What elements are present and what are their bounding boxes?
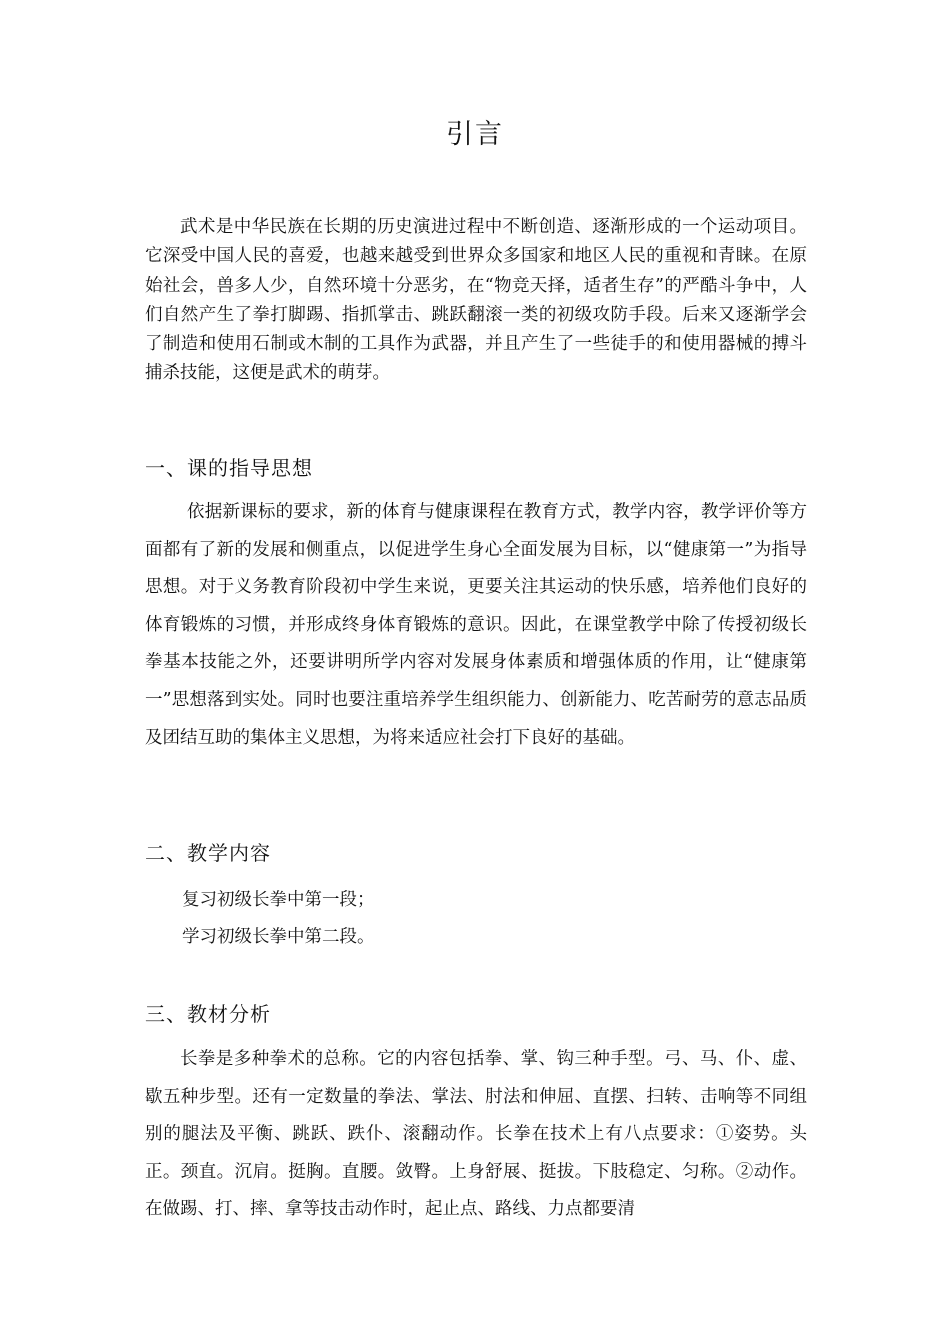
intro-text: 武术是中华民族在长期的历史演进过程中不断创造、逐渐形成的一个运动项目。它深受中国人民的喜爱，也越来越受到世界众多国家和地区人民的重视和青睐。在原始社会，兽多人少，自然环境十分恶劣，在“物竞天择，适者生存”的严酷斗争中，人们自然产生了拳打脚踢、指抓掌击、跳跃翻滚一类的初级攻防手段。后来又逐渐学会了制造和使用石制或木制的工具作为武器，并且产生了一些徒手的和使用器械的搏斗捕杀技能，这便是武术的萌芽。 — [145, 217, 807, 384]
section-heading-teaching-content: 二、教学内容 — [145, 841, 271, 865]
material-analysis-paragraph — [145, 1041, 807, 1229]
intro-paragraph — [145, 213, 807, 389]
section-heading-material-analysis: 三、教材分析 — [145, 1002, 271, 1026]
guiding-idea-text: 依据新课标的要求，新的体育与健康课程在教育方式，教学内容，教学评价等方面都有了新的发展和侧重点，以促进学生身心全面发展为目标，以“健康第一”为指导思想。对于义务教育阶段初中学生来说，更要关注其运动的快乐感，培养他们良好的体育锻炼的习惯，并形成终身体育锻炼的意识。因此，在课堂教学中除了传授初级长拳基本技能之外，还要讲明所学内容对发展身体素质和增强体质的作用，让“健康第一”思想落到实处。同时也要注重培养学生组织能力、创新能力、吃苦耐劳的意志品质及团结互助的集体主义思想，为将来适应社会打下良好的基础。 — [145, 502, 807, 748]
teaching-content-item-1: 复习初级长拳中第一段； — [182, 890, 375, 910]
material-analysis-text: 长拳是多种拳术的总称。它的内容包括拳、掌、钩三种手型。弓、马、仆、虚、歇五种步型。还有一定数量的拳法、掌法、肘法和伸屈、直摆、扫转、击响等不同组别的腿法及平衡、跳跃、跌仆、滚翻动作。长拳在技术上有八点要求：①姿势。头正。颈直。沉肩。挺胸。直腰。敛臀。上身舒展、挺拔。下肢稳定、匀称。②动作。在做踢、打、摔、拿等技击动作时，起止点、路线、力点都要清 — [145, 1049, 807, 1220]
page-title: 引言 — [446, 119, 504, 150]
section-heading-guiding-idea: 一、课的指导思想 — [145, 456, 313, 480]
guiding-idea-paragraph — [145, 494, 807, 757]
teaching-content-item-2: 学习初级长拳中第二段。 — [182, 927, 375, 947]
